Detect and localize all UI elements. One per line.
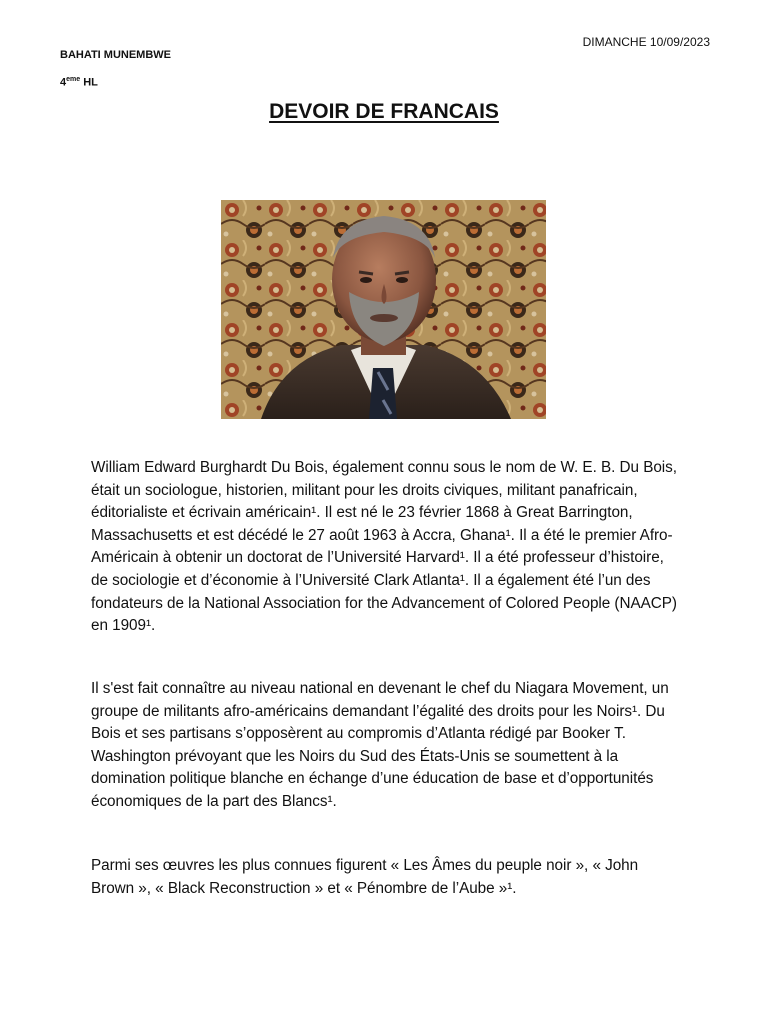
paragraph-works: Parmi ses œuvres les plus connues figurent « Les Âmes du peuple noir », « John Brown », « Black Reconstruction » et « Pénombre de l’Aube »¹. [91,857,639,897]
student-grade [60,76,98,89]
document-title: DEVOIR DE FRANCAIS [269,100,499,123]
paragraph-niagara-movement: Il s'est fait connaître au niveau national en devenant le chef du Niagara Movement, un groupe de militants afro-américains demandant l’égalité des droits pour les Noirs¹. Du Bois et ses partisans s’opposèrent au compromis d’Atlanta rédigé par Booker T. Washington prévoyant que les Noirs du Sud des États-Unis se soumettent à la domination politique blanche en échange d’une éducation de base et d’opportunités économiques de la part des Blancs¹. [91,680,669,810]
student-name: BAHATI MUNEMBWE [60,49,172,61]
grade-number: 4 [60,76,67,89]
grade-suffix: eme [66,76,81,83]
paragraph-biography: William Edward Burghardt Du Bois, également connu sous le nom de W. E. B. Du Bois, était un sociologue, historien, militant pour les droits civiques, militant panafricain, éditorialiste et écrivain américain¹. Il est né le 23 février 1868 à Great Barrington, Massachusetts et est décédé le 27 août 1963 à Accra, Ghana¹. Il a été le premier Afro-Américain à obtenir un doctorat de l’Université Harvard¹. Il a été professeur d’histoire, de sociologie et d’économie à l’Université Clark Atlanta¹. Il a également été l’un des fondateurs de la National Association for the Advancement of Colored People (NAACP) en 1909¹. [91,459,677,635]
document-date: DIMANCHE 10/09/2023 [582,35,710,49]
portrait-photo [221,200,546,419]
grade-section: HL [83,76,98,89]
